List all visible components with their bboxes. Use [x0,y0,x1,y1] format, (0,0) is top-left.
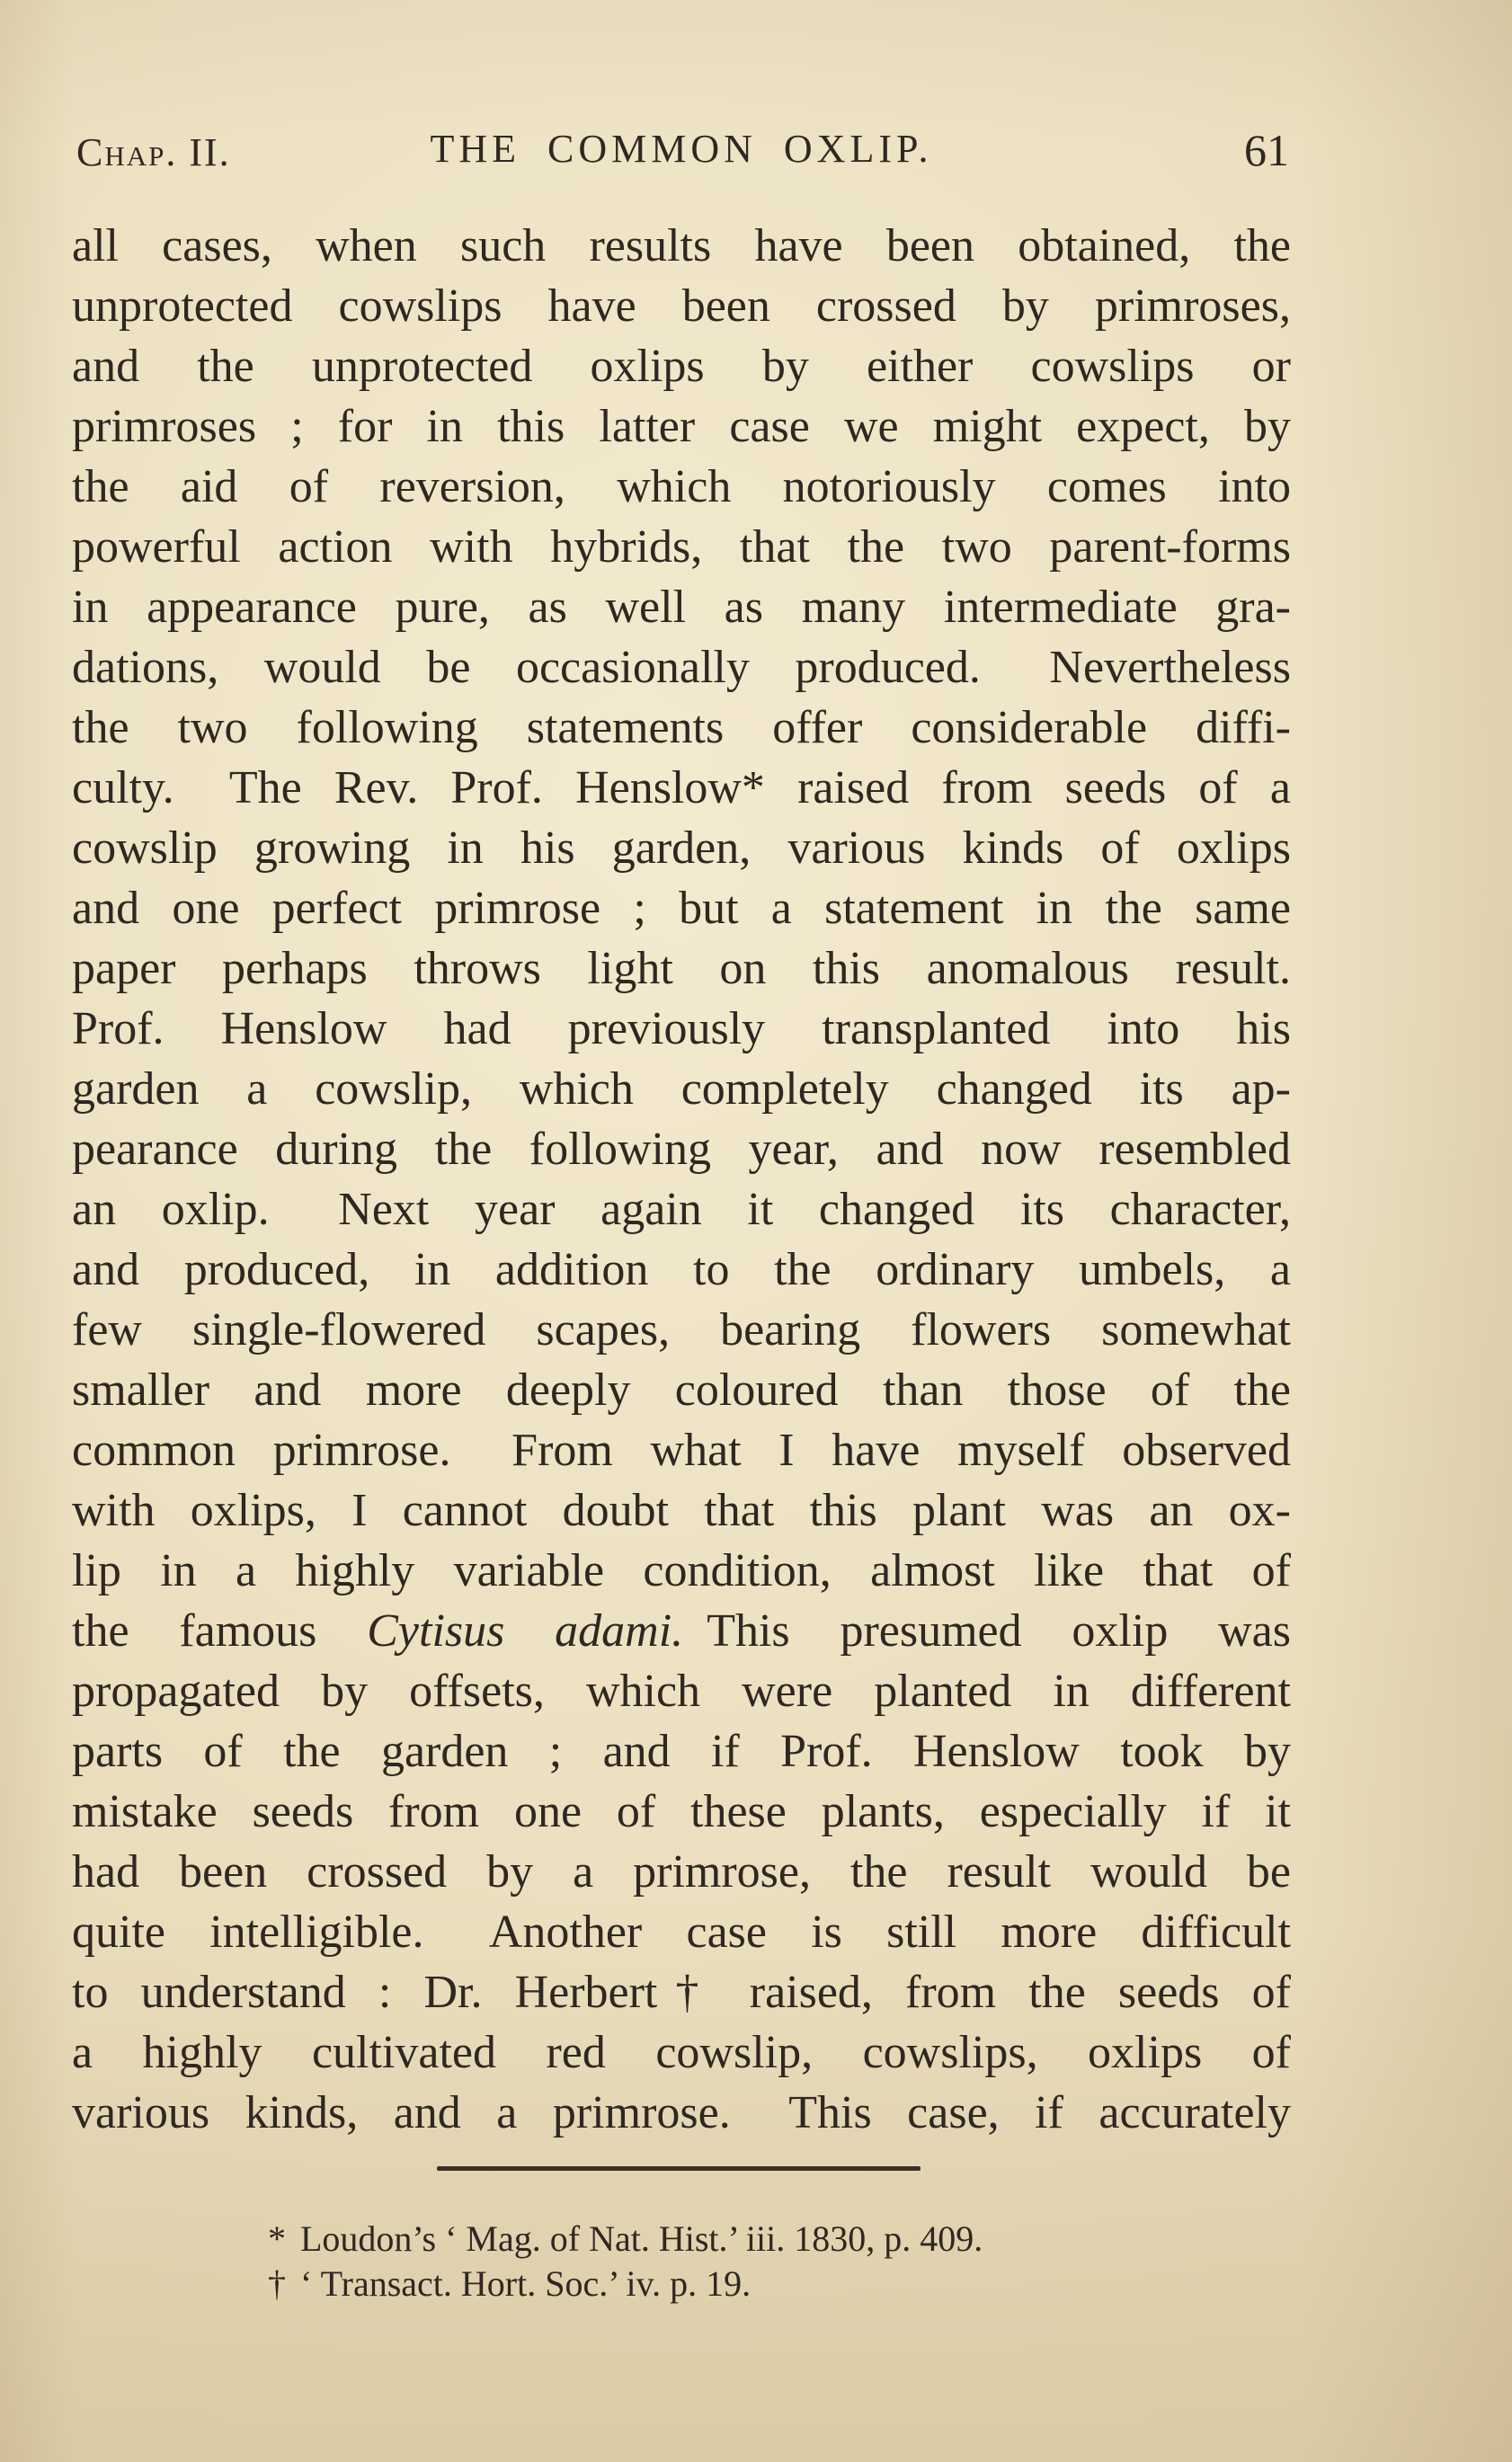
footnote [268,2262,1293,2306]
body-line: powerful action with hybrids, that the two parent-forms [72,521,1291,573]
body-line-text: This presumed oxlip was [683,1605,1291,1657]
body-line: cowslip growing in his garden, various kinds of oxlips [72,822,1291,874]
body-line: few single-flowered scapes, bearing flowers somewhat [72,1304,1291,1355]
body-line: an oxlip. Next year again it changed its character, [72,1184,1291,1235]
footnote-text: Loudon’s ‘ Mag. of Nat. Hist.’ iii. 1830, p. 409. [300,2218,983,2259]
body-line: garden a cowslip, which completely changed its ap- [72,1063,1291,1115]
body-text [72,216,1291,2143]
body-line: in appearance pure, as well as many intermediate gra- [72,582,1291,633]
running-title: THE COMMON OXLIP. [430,127,933,171]
body-line: the aid of reversion, which notoriously comes into [72,461,1291,512]
body-line: paper perhaps throws light on this anomalous result. [72,943,1291,994]
body-line: all cases, when such results have been obtained, the [72,220,1291,271]
footnotes [268,2217,1293,2306]
body-line: propagated by offsets, which were planted in different [72,1666,1291,1717]
footnote-marker: † [268,2263,286,2304]
italic-species-name: Cytisus adami. [367,1605,684,1657]
page-header [72,124,1291,178]
body-line: culty. The Rev. Prof. Henslow* raised from seeds of a [72,762,1291,813]
body-line: and produced, in addition to the ordinary umbels, a [72,1244,1291,1295]
body-line [72,1601,1291,1661]
body-line: lip in a highly variable condition, almost like that of [72,1545,1291,1596]
page-number: 61 [1244,125,1289,175]
body-line: the two following statements offer considerable diffi- [72,702,1291,753]
body-line: dations, would be occasionally produced. Nevertheless [72,642,1291,693]
body-line: smaller and more deeply coloured than those of the [72,1364,1291,1416]
body-line: pearance during the following year, and now resembled [72,1124,1291,1175]
footnote-separator-rule [437,2166,921,2171]
body-line: Prof. Henslow had previously transplanted into his [72,1003,1291,1054]
body-line: to understand : Dr. Herbert† raised, from the seeds of [72,1967,1291,2018]
body-line: parts of the garden ; and if Prof. Henslow took by [72,1726,1291,1777]
body-line: and one perfect primrose ; but a statement in the same [72,883,1291,934]
body-line: quite intelligible. Another case is still more difficult [72,1906,1291,1958]
chapter-heading: Chap. II. [76,130,231,174]
footnote-text: ‘ Transact. Hort. Soc.’ iv. p. 19. [300,2263,752,2304]
body-line: a highly cultivated red cowslip, cowslips, oxlips of [72,2027,1291,2078]
body-line: various kinds, and a primrose. This case, if accurately [72,2087,1291,2138]
body-line: primroses ; for in this latter case we might expect, by [72,401,1291,452]
body-line: and the unprotected oxlips by either cowslips or [72,341,1291,392]
body-line: unprotected cowslips have been crossed by primroses, [72,280,1291,332]
body-line: with oxlips, I cannot doubt that this plant was an ox- [72,1485,1291,1536]
body-line-text: the famous [72,1605,368,1657]
body-line: had been crossed by a primrose, the result would be [72,1846,1291,1898]
footnote-marker: * [268,2218,286,2259]
footnote [268,2217,1293,2262]
body-line: mistake seeds from one of these plants, especially if it [72,1786,1291,1837]
body-line: common primrose. From what I have myself observed [72,1425,1291,1476]
